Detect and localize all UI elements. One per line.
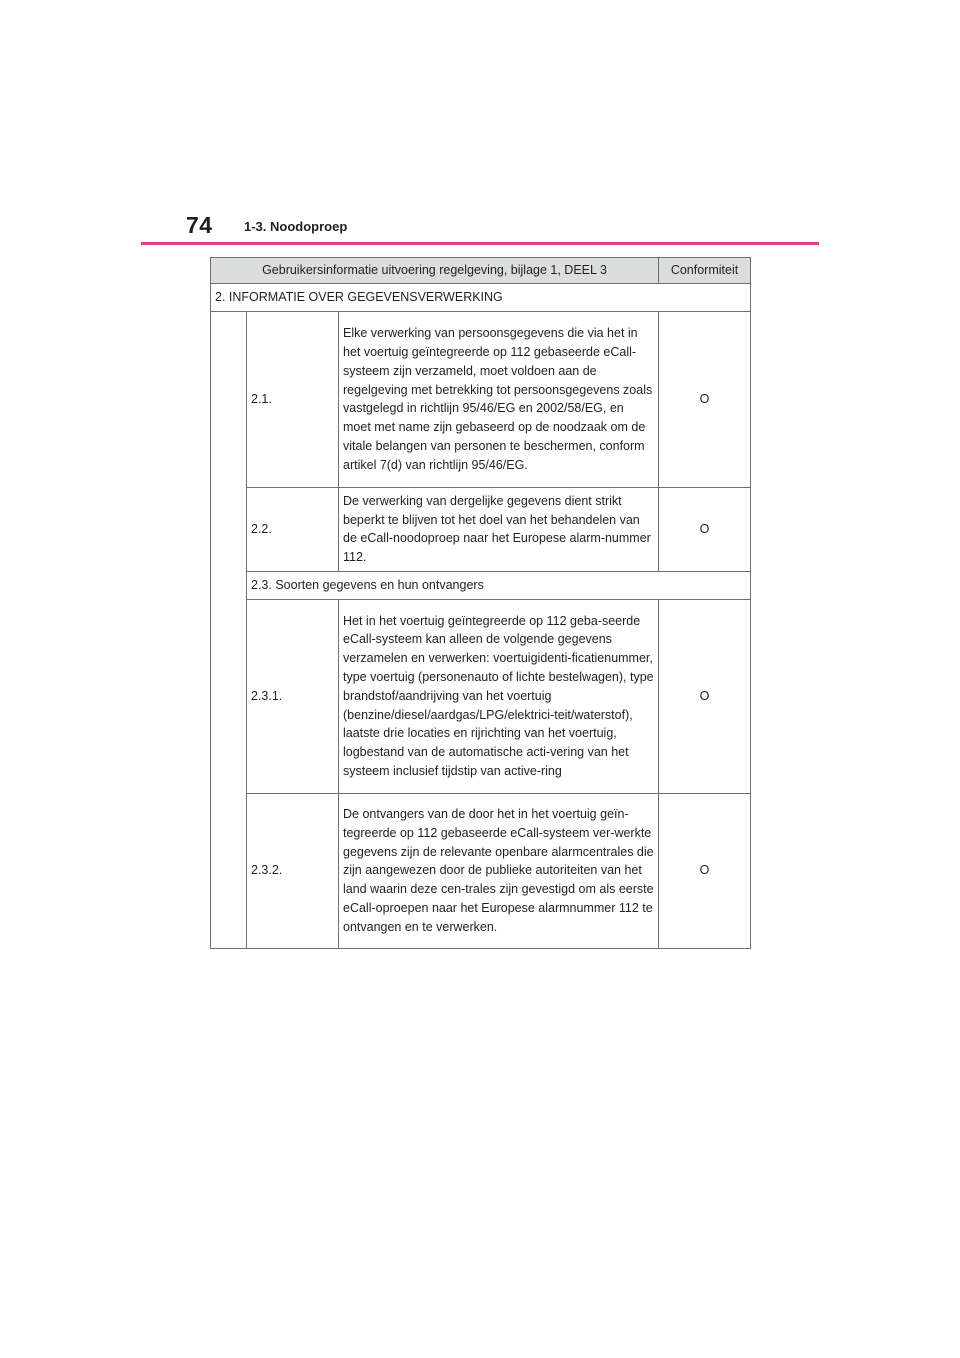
subsection-heading: 2.3. Soorten gegevens en hun ontvangers	[247, 571, 751, 599]
item-text: De ontvangers van de door het in het voertuig geïn-tegreerde op 112 gebaseerde eCall-systeem ver-werkte gegevens zijn de relevante openbare alarmcentrales die zijn aangewezen door de publieke autoriteiten van het land waarin deze cen-trales zijn gevestigd om als eerste eCall-oproepen naar het Europese alarmnummer 112 te ontvangen en te verwerken.	[339, 793, 659, 948]
item-number: 2.2.	[247, 487, 339, 571]
column-header-conformity: Conformiteit	[659, 258, 751, 284]
table-header-row	[211, 258, 751, 284]
item-text: Elke verwerking van persoonsgegevens die via het in het voertuig geïntegreerde op 112 gebaseerde eCall-systeem zijn verzameld, moet voldoen aan de regelgeving met betrekking tot persoonsgegevens zoals vastgelegd in richtlijn 95/46/EG en 2002/58/EG, en moet met name zijn gebaseerd op de noodzaak om de vitale belangen van personen te beschermen, conform artikel 7(d) van richtlijn 95/46/EG.	[339, 311, 659, 487]
page-number: 74	[186, 212, 213, 238]
item-text: De verwerking van dergelijke gegevens dient strikt beperkt te blijven tot het doel van het behandelen van de eCall-noodoproep naar het Europese alarm-nummer 112.	[339, 487, 659, 571]
table-row	[211, 599, 751, 793]
item-number: 2.3.1.	[247, 599, 339, 793]
conformity-value: O	[659, 599, 751, 793]
conformity-value: O	[659, 487, 751, 571]
item-text: Het in het voertuig geïntegreerde op 112 geba-seerde eCall-systeem kan alleen de volgende gegevens verzamelen en verwerken: voertuigidenti-ficatienummer, type voertuig (personenauto of lichte bestelwagen), type brandstof/aandrijving van het voertuig (benzine/diesel/aardgas/LPG/elektrici-teit/waterstof), laatste drie locaties en rijrichting van het voertuig, logbestand van de automatische acti-vering van het systeem inclusief tijdstip van active-ring	[339, 599, 659, 793]
table-row	[211, 793, 751, 948]
item-number: 2.3.2.	[247, 793, 339, 948]
section-title: 1-3. Noodoproep	[244, 219, 348, 234]
conformity-value: O	[659, 793, 751, 948]
header-rule	[141, 242, 819, 245]
section-heading: 2. INFORMATIE OVER GEGEVENSVERWERKING	[211, 284, 751, 312]
regulation-table	[210, 257, 751, 949]
indent-cell	[211, 311, 247, 948]
column-header-info: Gebruikersinformatie uitvoering regelgeving, bijlage 1, DEEL 3	[211, 258, 659, 284]
table-row	[211, 487, 751, 571]
item-number: 2.1.	[247, 311, 339, 487]
conformity-value: O	[659, 311, 751, 487]
table-row	[211, 284, 751, 312]
table-row	[211, 571, 751, 599]
table-row	[211, 311, 751, 487]
